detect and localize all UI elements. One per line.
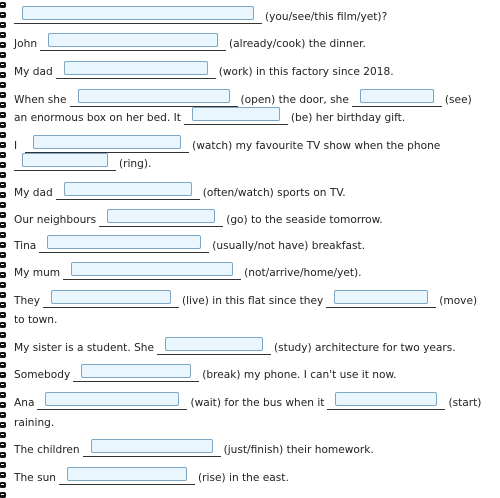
sentence-text: (open) the door, she <box>240 94 349 106</box>
answer-input[interactable] <box>51 290 171 304</box>
exercise-line <box>14 441 374 459</box>
exercise-line <box>14 109 405 127</box>
exercise-line <box>14 339 456 357</box>
sentence-text: (be) her birthday gift. <box>290 112 406 124</box>
sentence-text: (see) <box>444 94 472 106</box>
answer-blank[interactable] <box>157 341 271 355</box>
sentence-text: (you/see/this film/yet)? <box>265 11 388 23</box>
exercise-line <box>14 8 387 26</box>
sentence-text: The sun <box>14 472 57 484</box>
sentence-text: John <box>14 38 38 50</box>
sentence-text: (ring). <box>119 158 152 170</box>
answer-blank[interactable] <box>83 443 221 457</box>
exercise-line <box>14 366 397 384</box>
answer-blank[interactable] <box>43 294 179 308</box>
answer-input[interactable] <box>107 209 215 223</box>
answer-blank[interactable] <box>327 396 445 410</box>
sentence-text: (watch) my favourite TV show when the phone <box>192 140 441 152</box>
answer-blank[interactable] <box>63 266 241 280</box>
exercise-line <box>14 63 394 81</box>
exercise-line <box>14 414 54 432</box>
answer-input[interactable] <box>67 467 187 481</box>
sentence-text: Tina <box>14 240 37 252</box>
answer-blank[interactable] <box>39 239 209 253</box>
answer-input[interactable] <box>22 153 108 167</box>
sentence-text: (go) to the seaside tomorrow. <box>226 214 383 226</box>
exercise-line <box>14 211 383 229</box>
sentence-text: Ana <box>14 397 35 409</box>
answer-blank[interactable] <box>184 111 288 125</box>
answer-input[interactable] <box>334 290 428 304</box>
sentence-text: (rise) in the east. <box>198 472 289 484</box>
exercise-line <box>14 311 57 329</box>
exercise-line <box>14 237 365 255</box>
sentence-text: (live) in this flat since they <box>181 295 324 307</box>
sentence-text: to town. <box>14 314 58 326</box>
sentence-text: Somebody <box>14 369 71 381</box>
answer-input[interactable] <box>78 89 230 103</box>
answer-blank[interactable] <box>73 368 199 382</box>
answer-blank[interactable] <box>56 186 200 200</box>
answer-input[interactable] <box>360 89 434 103</box>
answer-input[interactable] <box>192 107 280 121</box>
sentence-text: When she <box>14 94 67 106</box>
answer-input[interactable] <box>165 337 263 351</box>
sentence-text: I <box>14 140 18 152</box>
answer-blank[interactable] <box>70 93 238 107</box>
sentence-text: My sister is a student. She <box>14 342 155 354</box>
exercise-line <box>14 184 346 202</box>
answer-input[interactable] <box>64 182 192 196</box>
exercise-line <box>14 264 362 282</box>
exercise-line <box>14 469 289 487</box>
sentence-text: My mum <box>14 267 61 279</box>
answer-input[interactable] <box>33 135 181 149</box>
answer-input[interactable] <box>64 61 208 75</box>
sentence-text: They <box>14 295 40 307</box>
answer-blank[interactable] <box>40 37 226 51</box>
answer-input[interactable] <box>71 262 233 276</box>
sentence-text: (already/cook) the dinner. <box>229 38 366 50</box>
sentence-text: My dad <box>14 187 53 199</box>
answer-blank[interactable] <box>99 213 223 227</box>
answer-input[interactable] <box>48 33 218 47</box>
exercise-line <box>14 155 151 173</box>
sentence-text: (not/arrive/home/yet). <box>244 267 362 279</box>
answer-input[interactable] <box>45 392 179 406</box>
exercise-line <box>14 35 366 53</box>
sentence-text: (break) my phone. I can't use it now. <box>202 369 397 381</box>
answer-blank[interactable] <box>56 65 216 79</box>
answer-input[interactable] <box>335 392 437 406</box>
answer-input[interactable] <box>22 6 254 20</box>
sentence-text: (usually/not have) breakfast. <box>212 240 366 252</box>
answer-input[interactable] <box>47 235 201 249</box>
sentence-text: Our neighbours <box>14 214 97 226</box>
sentence-text: raining. <box>14 417 55 429</box>
answer-blank[interactable] <box>25 139 189 153</box>
sentence-text: (wait) for the bus when it <box>190 397 325 409</box>
answer-input[interactable] <box>81 364 191 378</box>
sentence-text: My dad <box>14 66 53 78</box>
answer-blank[interactable] <box>37 396 187 410</box>
answer-blank[interactable] <box>14 157 116 171</box>
sentence-text: (start) <box>448 397 482 409</box>
sentence-text: (work) in this factory since 2018. <box>218 66 394 78</box>
sentence-text: (study) architecture for two years. <box>274 342 456 354</box>
answer-blank[interactable] <box>14 10 262 24</box>
exercise-line <box>14 292 477 310</box>
exercise-line <box>14 394 481 412</box>
answer-input[interactable] <box>91 439 213 453</box>
answer-blank[interactable] <box>352 93 442 107</box>
answer-blank[interactable] <box>326 294 436 308</box>
sentence-text: The children <box>14 444 80 456</box>
sentence-text: (move) <box>439 295 478 307</box>
sentence-text: (just/finish) their homework. <box>223 444 374 456</box>
sentence-text: (often/watch) sports on TV. <box>202 187 346 199</box>
answer-blank[interactable] <box>59 471 195 485</box>
sentence-text: an enormous box on her bed. It <box>14 112 181 124</box>
